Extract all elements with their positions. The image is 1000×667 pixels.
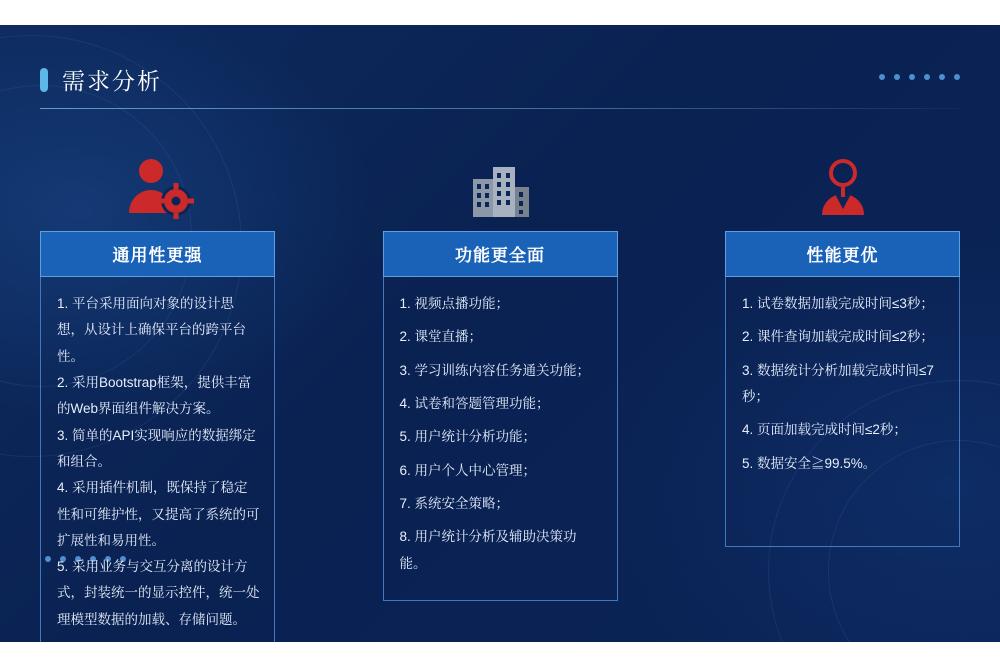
list-item: 4. 试卷和答题管理功能； [399, 395, 550, 411]
card-heading: 通用性更强 [40, 231, 275, 277]
list-item: 6. 用户个人中心管理； [399, 462, 537, 478]
list-item: 5. 数据安全≧99.5%。 [742, 455, 877, 471]
page-title: 需求分析 [62, 68, 162, 94]
card-body [40, 277, 275, 642]
list-item: 5. 用户统计分析功能； [399, 429, 537, 445]
list-item: 1. 试卷数据加载完成时间≤3秒； [742, 296, 934, 311]
column-functionality [383, 145, 618, 642]
card-heading: 性能更优 [725, 231, 960, 277]
buildings-icon [463, 145, 537, 223]
user-gear-icon [121, 145, 195, 223]
card-body [725, 277, 960, 547]
list-item: 2. 课堂直播； [399, 329, 483, 345]
list-item: 3. 学习训练内容任务通关功能； [399, 362, 591, 378]
slide-canvas [0, 25, 1000, 642]
column-generality [40, 145, 275, 642]
list-item: 2. 课件查询加载完成时间≤2秒； [742, 329, 934, 345]
list-item: 8. 用户统计分析及辅助决策功能。 [399, 529, 577, 571]
list-item: 3. 数据统计分析加载完成时间≤7秒； [742, 362, 934, 404]
card-heading: 功能更全面 [383, 231, 618, 277]
list-item: 3. 简单的API实现响应的数据绑定和组合。 [57, 427, 256, 469]
list-item: 2. 采用Bootstrap框架，提供丰富的Web界面组件解决方案。 [57, 374, 252, 417]
header-divider [40, 108, 960, 109]
column-performance [725, 145, 960, 642]
list-item: 5. 采用业务与交互分离的设计方式，封装统一的显示控件，统一处理模型数据的加载、存储问题。 [57, 559, 260, 627]
list-item: 4. 页面加载完成时间≤2秒； [742, 422, 907, 438]
list-item: 7. 系统安全策略； [399, 495, 510, 511]
list-item: 1. 视频点播功能； [399, 296, 510, 311]
card-body [383, 277, 618, 601]
title-accent-bar [40, 68, 48, 92]
title-wrap [40, 63, 960, 96]
list-item: 4. 采用插件机制，既保持了稳定性和可维护性，又提高了系统的可扩展性和易用性。 [57, 480, 260, 548]
slide-header [40, 63, 960, 108]
decorative-dots-top [879, 74, 960, 80]
content-columns [40, 145, 960, 642]
user-target-icon [806, 145, 880, 223]
list-item: 1. 平台采用面向对象的设计思想，从设计上确保平台的跨平台性。 [57, 296, 246, 364]
